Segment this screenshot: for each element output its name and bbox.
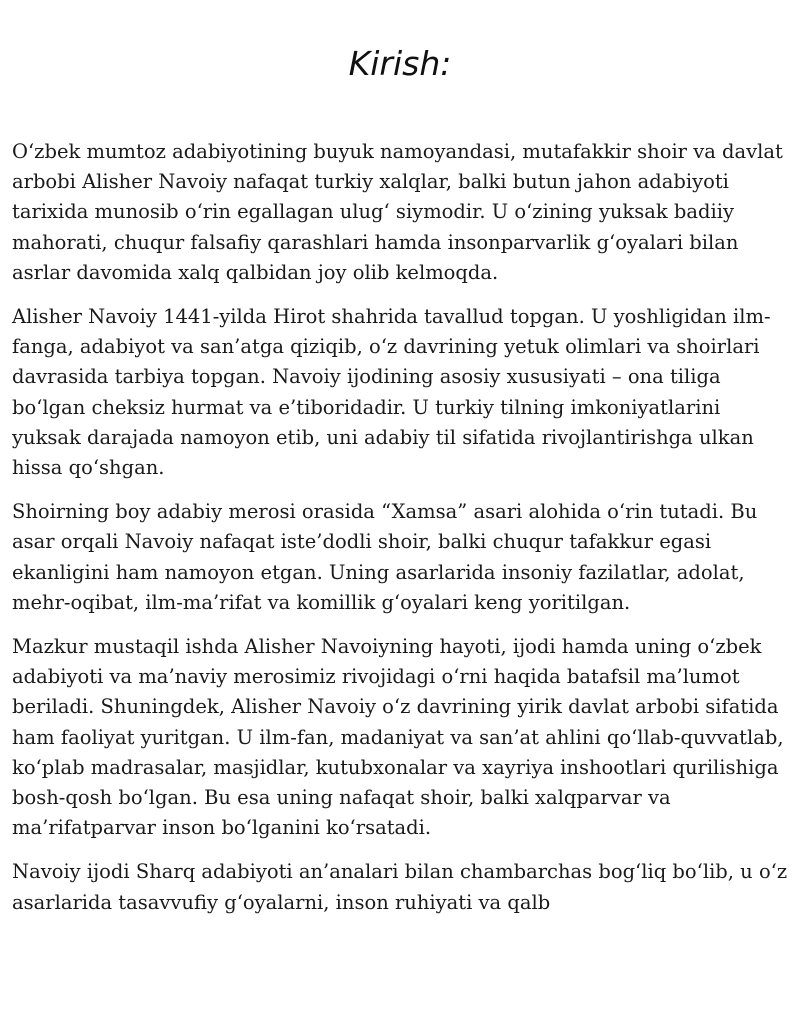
paragraph-5: Navoiy ijodi Sharq adabiyoti an’analari bilan chambarchas bog‘liq bo‘lib, u o‘z asarlarida tasavvufiy g‘oyalarni, inson ruhiyati va qalb (12, 860, 788, 914)
page-title: Kirish: (348, 44, 452, 83)
paragraph-1: O‘zbek mumtoz adabiyotining buyuk namoyandasi, mutafakkir shoir va davlat arbobi Alisher Navoiy nafaqat turkiy xalqlar, balki butun jahon adabiyoti tarixida munosib o‘rin egallagan ulug‘ siymodir. U o‘zining yuksak badiiy mahorati, chuqur falsafiy qarashlari hamda insonparvarlik g‘oyalari bilan asrlar davomida xalq qalbidan joy olib kelmoqda. (12, 140, 783, 284)
document-body (12, 137, 794, 932)
paragraph-2: Alisher Navoiy 1441-yilda Hirot shahrida tavallud topgan. U yoshligidan ilm-fanga, adabiyot va san’atga qiziqib, o‘z davrining yetuk olimlari va shoirlari davrasida tarbiya topgan. Navoiy ijodining asosiy xususiyati – ona tiliga bo‘lgan cheksiz hurmat va e’tiboridadir. U turkiy tilning imkoniyatlarini yuksak darajada namoyon etib, uni adabiy til sifatida rivojlantirishga ulkan hissa qo‘shgan. (12, 305, 771, 480)
paragraph-3: Shoirning boy adabiy merosi orasida “Xamsa” asari alohida o‘rin tutadi. Bu asar orqali Navoiy nafaqat iste’dodli shoir, balki chuqur tafakkur egasi ekanligini ham namoyon etgan. Uning asarlarida insoniy fazilatlar, adolat, mehr-oqibat, ilm-ma’rifat va komillik g‘oyalari keng yoritilgan. (12, 500, 758, 614)
paragraph-4: Mazkur mustaqil ishda Alisher Navoiyning hayoti, ijodi hamda uning o‘zbek adabiyoti va ma’naviy merosimiz rivojidagi o‘rni haqida batafsil ma’lumot beriladi. Shuningdek, Alisher Navoiy o‘z davrining yirik davlat arbobi sifatida ham faoliyat yuritgan. U ilm-fan, madaniyat va san’at ahlini qo‘llab-quvvatlab, ko‘plab madrasalar, masjidlar, kutubxonalar va xayriya inshootlari qurilishiga bosh-qosh bo‘lgan. Bu esa uning nafaqat shoir, balki xalqparvar va ma’rifatparvar inson bo‘lganini ko‘rsatadi. (12, 635, 784, 840)
